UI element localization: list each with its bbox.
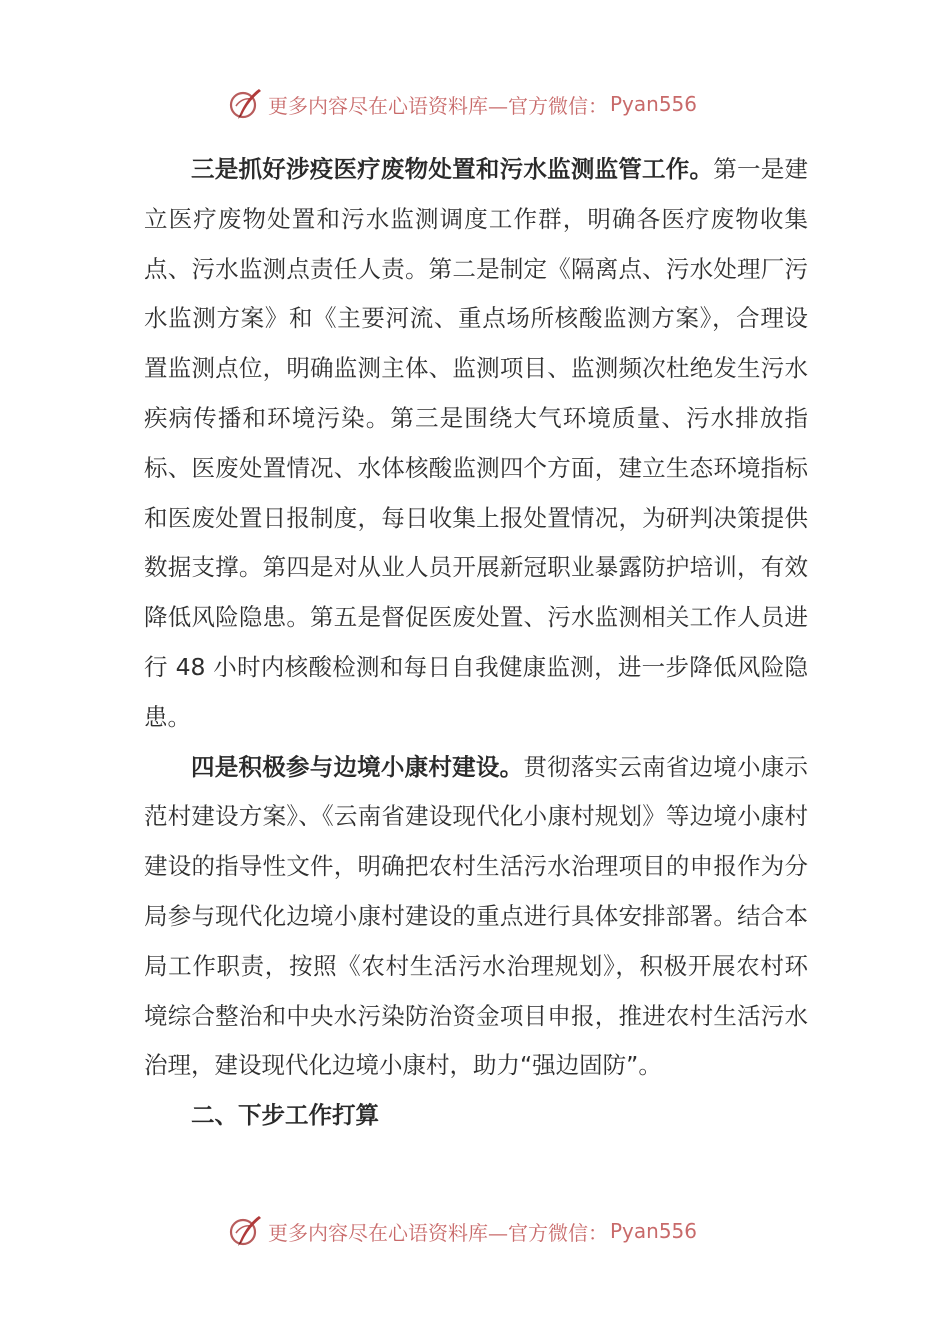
paragraph-lead: 四是积极参与边境小康村建设。: [191, 752, 524, 781]
paragraph-text: 第一是建立医疗废物处置和污水监测调度工作群，明确各医疗废物收集点、污水监测点责任人责。第二是制定《隔离点、污水处理厂污水监测方案》和《主要河流、重点场所核酸监测方案》，合理设置监测点位，明确监测主体、监测项目、监测频次杜绝发生污水疾病传播和环境污染。第三是围绕大气环境质量、污水排放指标、医废处置情况、水体核酸监测四个方面，建立生态环境指标和医废处置日报制度，每日收集上报处置情况，为研判决策提供数据支撑。第四是对从业人员开展新冠职业暴露防护培训，有效降低风险隐患。第五是督促医废处置、污水监测相关工作人员进行 48 小时内核酸检测和每日自我健康监测，进一步降低风险隐患。: [144, 155, 809, 731]
paragraph-text: 贯彻落实云南省边境小康示范村建设方案》、《云南省建设现代化小康村规划》等边境小康村建设的指导性文件，明确把农村生活污水治理项目的申报作为分局参与现代化边境小康村建设的重点进行具体安排部署。结合本局工作职责，按照《农村生活污水治理规划》，积极开展农村环境综合整治和中央水污染防治资金项目申报，推进农村生活污水治理，建设现代化边境小康村，助力“强边固防”。: [144, 752, 809, 1080]
banner-text: 更多内容尽在心语资料库—官方微信：: [268, 93, 608, 118]
footer-watermark-banner: [228, 1211, 828, 1251]
document-body: [144, 145, 808, 1141]
paragraph-medical-waste: [144, 145, 808, 743]
paragraph-lead: 三是抓好涉疫医疗废物处置和污水监测监管工作。: [191, 155, 714, 183]
quill-pen-logo-icon: [228, 86, 264, 122]
paragraph-border-village: [144, 743, 808, 1092]
section-heading: 二、下步工作打算: [191, 1101, 379, 1130]
banner-wechat-id: Pyan556: [610, 92, 698, 116]
banner-wechat-id: Pyan556: [610, 1219, 698, 1243]
header-watermark-banner: [228, 84, 828, 124]
quill-pen-logo-icon: [228, 1213, 264, 1249]
banner-text: 更多内容尽在心语资料库—官方微信：: [268, 1220, 608, 1245]
